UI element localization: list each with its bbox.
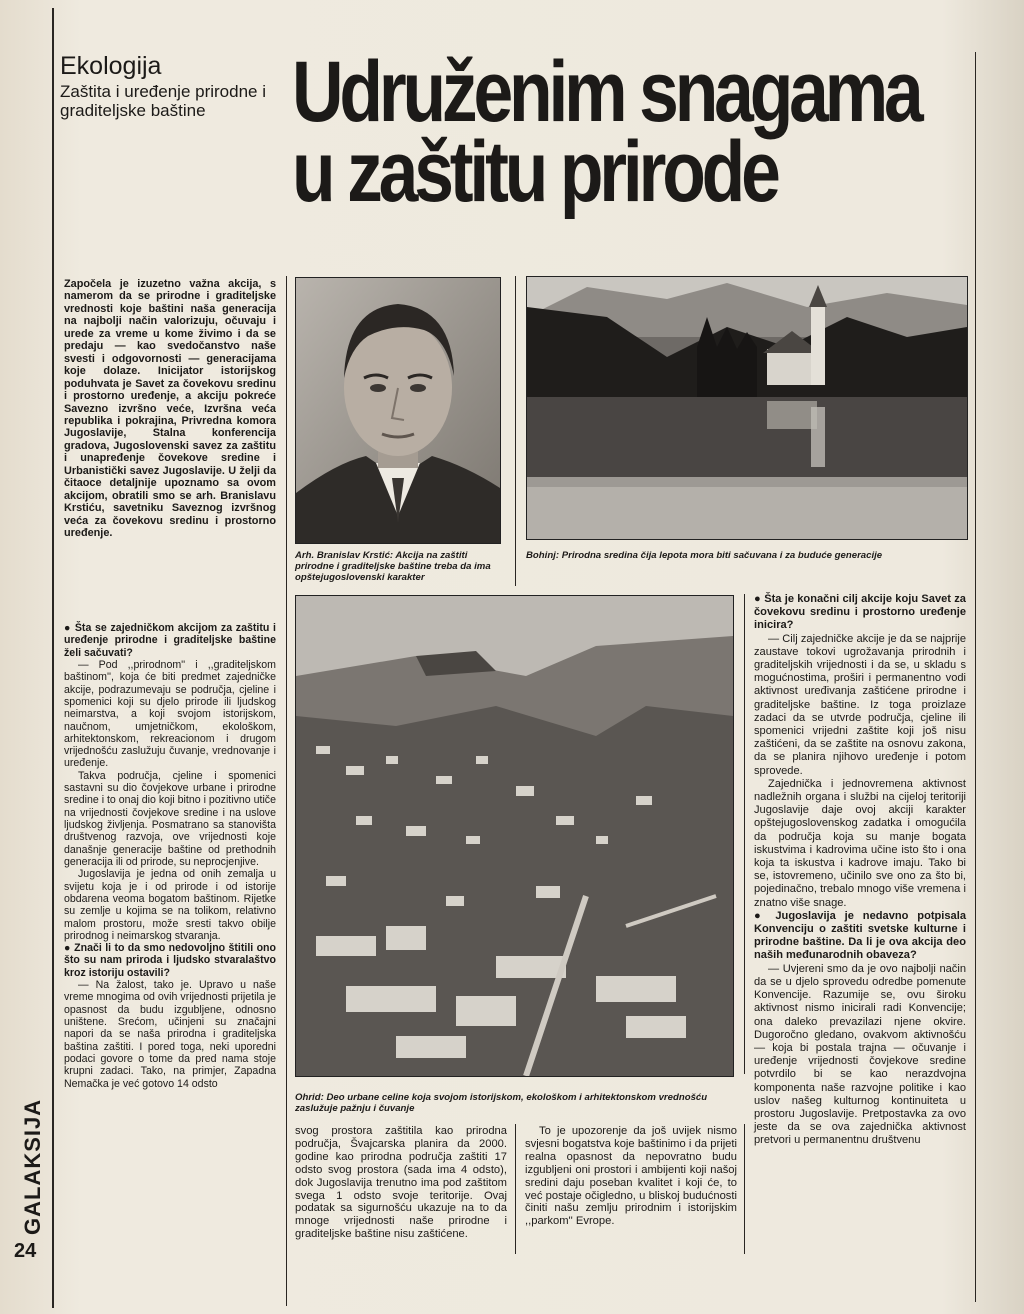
bottom-column-2-text: svog prostora zaštitila kao prirodna područja, Švajcarska planira da 2000. godine kao prirodna područja zaštiti 17 odsto svog prostora (sada ima 4 odsto), dok Jugoslavija trenutno ima pod zaštitom svega 1 odsto svoje teritorije. Ovaj podatak sa sigurnošću ukazuje na to da mnoge vrijednosti naše prirodne i graditeljske baštine nisu zaštićene. xyxy=(295,1125,507,1241)
column-rule-4 xyxy=(515,1124,516,1254)
question-1: ● Šta se zajedničkom akcijom za zaštitu i uređenje prirodne i graditeljske baštine želi sačuvati? xyxy=(64,622,276,659)
bohinj-caption: Bohinj: Prirodna sredina čija lepota mora biti sačuvana i za buduće generacije xyxy=(526,550,883,561)
portrait-caption: Arh. Branislav Krstić: Akcija na zaštiti prirodne i graditeljske baštine treba da ima opštejugoslovenski karakter xyxy=(295,550,491,583)
ohrid-photo xyxy=(295,595,734,1077)
answer-5: — Cilj zajedničke akcije je da se najprije zaustave tokovi ugrožavanja prirodnih i graditeljskih vrijednosti i da se, u skladu s mogućnostima, proširi i permanentno vodi aktivnost uređivanja zaštićene prirodne i graditeljske baštine. Iz toga proizlaze zadaci da se utvrde područja, cjeline ili spomenici vrijedni zaštite koji još nisu zaštićeni, da se zaštite na osnovu zakona, da se planira njihovo uređenje i potom sprovede. xyxy=(754,632,966,777)
section-header xyxy=(60,52,270,120)
bohinj-photo xyxy=(526,276,968,540)
bohinj-illustration xyxy=(527,277,967,539)
column-rule-1 xyxy=(286,276,287,1306)
column-rule-2 xyxy=(515,276,516,586)
left-column xyxy=(64,622,276,1090)
ohrid-illustration xyxy=(296,596,733,1076)
answer-4: — Na žalost, tako je. Upravo u naše vreme mnogima od ovih vrijednosti prijetila je opasnost da budu izgubljene, odnosno uništene. Srećom, učinjeni su značajni napori da se naša prirodna i graditeljska baština zaštiti. I pored toga, neki uporedni podaci govore o tome da pred nama stoje krupni zadaci. Tako, na primjer, Zapadna Nemačka je već gotovo 14 odsto xyxy=(64,979,276,1090)
answer-7: — Uvjereni smo da je ovo najbolji način da se u djelo sprovedu odredbe pomenute Konvencije. Razumije se, ovu široku aktivnost nismo inicirali radi Konvencije; ona daleko prevazilazi njene okvire. Dugoročno gledano, ovakvom aktivnošću — koja bi postala trajna — očuvanje i uređenje vrijednosti čovjekove sredine potvrdilo bi se kao nerazdvojna komponenta naše razvojne politike i kao uslov našeg kulturnog kontinuiteta u prostoru Jugoslavije. Pretpostavka za ovo jeste da se ova zajednička aktivnost pretvori u permanentnu društvenu xyxy=(754,962,966,1147)
right-margin-rule xyxy=(975,52,976,1302)
bottom-column-3-text: To je upozorenje da još uvijek nismo svjesni bogatstva koje baštinimo i da prijeti realna opasnost da nepovratno budu izgubljeni oni prostori i ambijenti koji našoj sredini daju poseban kvalitet i koji će, to već postaje očigledno, u bliskoj budućnosti činiti našu zemlju prirodnim i istorijskim ,,parkom'' Evrope. xyxy=(525,1125,737,1228)
question-4: ● Jugoslavija je nedavno potpisala Konvenciju o zaštiti svetske kulturne i prirodne baštine. Da li je ova akcija deo naših međunarodnih obaveza? xyxy=(754,910,966,963)
portrait-illustration xyxy=(296,278,500,543)
bottom-column-3 xyxy=(525,1125,737,1228)
answer-2: Takva područja, cjeline i spomenici sastavni su dio čovjekove urbane i prirodne sredine i to onaj dio koji bitno i pozitivno utiče na vrijednosti čovjekove sredine i na uslove ljudskog življenja. Posmatrano sa stanovišta društvenog razvoja, ove vrijednosti koje današnje generacije baštine od prethodnih generacija ili od prirode, su neprocjenjive. xyxy=(64,769,276,868)
answer-6: Zajednička i jednovremena aktivnost nadležnih organa i službi na cijeloj teritoriji Jugoslavije daje ovoj akciji karakter opštejugoslovenskog zadatka i omogućila da područja koja su manje bogata iskustvima i kadrovima učine isto što i ona koja ta iskustva i kadrove imaju. Tako bi se, istovremeno, učinilo sve ono za što bi, pojedinačno, trebalo mnogo više vremena i znatno više snage. xyxy=(754,777,966,909)
answer-3: Jugoslavija je jedna od onih zemalja u svijetu koja je i od prirode i od istorije obdarena veoma bogatom baštinom. Rijetke su zemlje u kojima se na tolikom, relativno malom prostoru, može sresti takvo obilje prirodnog i neimarskog stvaranja. xyxy=(64,868,276,942)
section-subtitle: Zaštita i uređenje prirodne i graditeljske baštine xyxy=(60,82,267,120)
lead-paragraph xyxy=(64,278,276,540)
lead-text: Započela je izuzetno važna akcija, s namerom da se prirodne i graditeljske vrednosti koje baštini naša generacija na najbolji način valorizuju, očuvaju i urede za vreme u kome živimo i da se predaju — kao svedočanstvo naše svesti i odgovornosti — generacijama koje dolaze. Inicijator istorijskog poduhvata je Savet za čovekovu sredinu i prostorno uređenje, a akciju pokreće Savezno izvršno veće, Izvršna veća republika i pokrajina, Privredna komora Jugoslavije, Stalna konferencija gradova, Jugoslovenski savez za zaštitu i unapređenje čovekove sredine i Urbanistički savez Jugoslavije. U želji da čitaoce detaljnije upoznamo sa ovom akcijom, obratili smo se arh. Branislavu Krstiću, savetniku Saveznog izvršnog veća za čovekovu sredinu i prostorno uređenje. xyxy=(64,278,276,540)
headline xyxy=(292,44,920,220)
headline-line-2: u zaštitu prirode xyxy=(292,124,777,220)
answer-1: — Pod ,,prirodnom'' i ,,graditeljskom baštinom'', koja će biti predmet zajedničke akcije, podrazumevaju se područja, cjeline i spomenici koji su djelo prirode ili ljudskog neimarstva, a koji svojom istorijskom, naučnom, umjetničkom, ekološkom, arhitektonskom, rekreacionom i drugom vrijednošću zaslužuju čuvanje, vrednovanje i uređenje. xyxy=(64,658,276,770)
ohrid-caption: Ohrid: Deo urbane celine koja svojom istorijskom, ekološkom i arhitektonskom vrednošću zaslužuje pažnju i čuvanje xyxy=(295,1092,708,1114)
section-title: Ekologija xyxy=(60,52,162,80)
right-column xyxy=(754,593,966,1148)
magazine-brand: GALAKSIJA xyxy=(20,1098,45,1235)
question-3: ● Šta je konačni cilj akcije koju Savet za čovekovu sredinu i prostorno uređenje inicira? xyxy=(754,593,966,633)
left-margin-rule xyxy=(52,8,54,1308)
portrait-photo xyxy=(295,277,501,544)
bottom-column-2 xyxy=(295,1125,507,1241)
column-rule-3 xyxy=(744,1124,745,1254)
column-rule-5 xyxy=(744,594,745,1074)
headline-line-1: Udruženim snagama xyxy=(292,44,920,140)
question-2: ● Znači li to da smo nedovoljno štitili ono što su nam priroda i ljudsko stvaralaštvo kroz istoriju ostavili? xyxy=(64,942,276,979)
page-number: 24 xyxy=(14,1240,37,1262)
